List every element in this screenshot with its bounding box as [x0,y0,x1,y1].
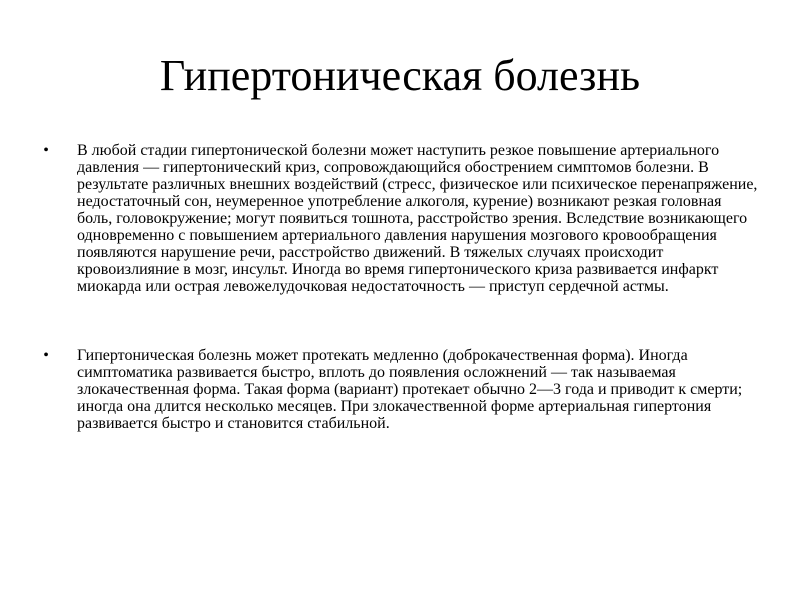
bullet-text: Гипертоническая болезнь может протекать медленно (доброкачественная форма). Иногда симптоматика развивается быстро, вплоть до появления осложнений — так называемая злокачественная форма. Такая форма (вариант) протекает обычно 2—3 года и приводит к смерти; иногда она длится несколько месяцев. При злокачественной форме артериальная гипертония развивается быстро и становится стабильной. [77,347,743,432]
bullet-marker: • [43,142,49,159]
bullet-marker: • [43,347,49,364]
slide-title: Гипертоническая болезнь [159,51,641,100]
bullet-item-disease-forms [40,347,760,432]
bullet-item-hypertensive-crisis [40,142,760,295]
bullet-text: В любой стадии гипертонической болезни может наступить резкое повышение артериального давления — гипертонический криз, сопровождающийся обострением симптомов болезни. В результате различных внешних воздействий (стресс, физическое или психическое перенапряжение, недостаточный сон, неумеренное употребление алкоголя, курение) возникают резкая головная боль, головокружение; могут появиться тошнота, расстройство зрения. Вследствие возникающего одновременно с повышением артериального давления нарушения мозгового кровообращения появляются нарушение речи, расстройство движений. В тяжелых случаях происходит кровоизлияние в мозг, инсульт. Иногда во время гипертонического криза развивается инфаркт миокарда или острая левожелудочковая недостаточность — приступ сердечной астмы. [77,142,758,295]
bullet-list [40,142,760,432]
